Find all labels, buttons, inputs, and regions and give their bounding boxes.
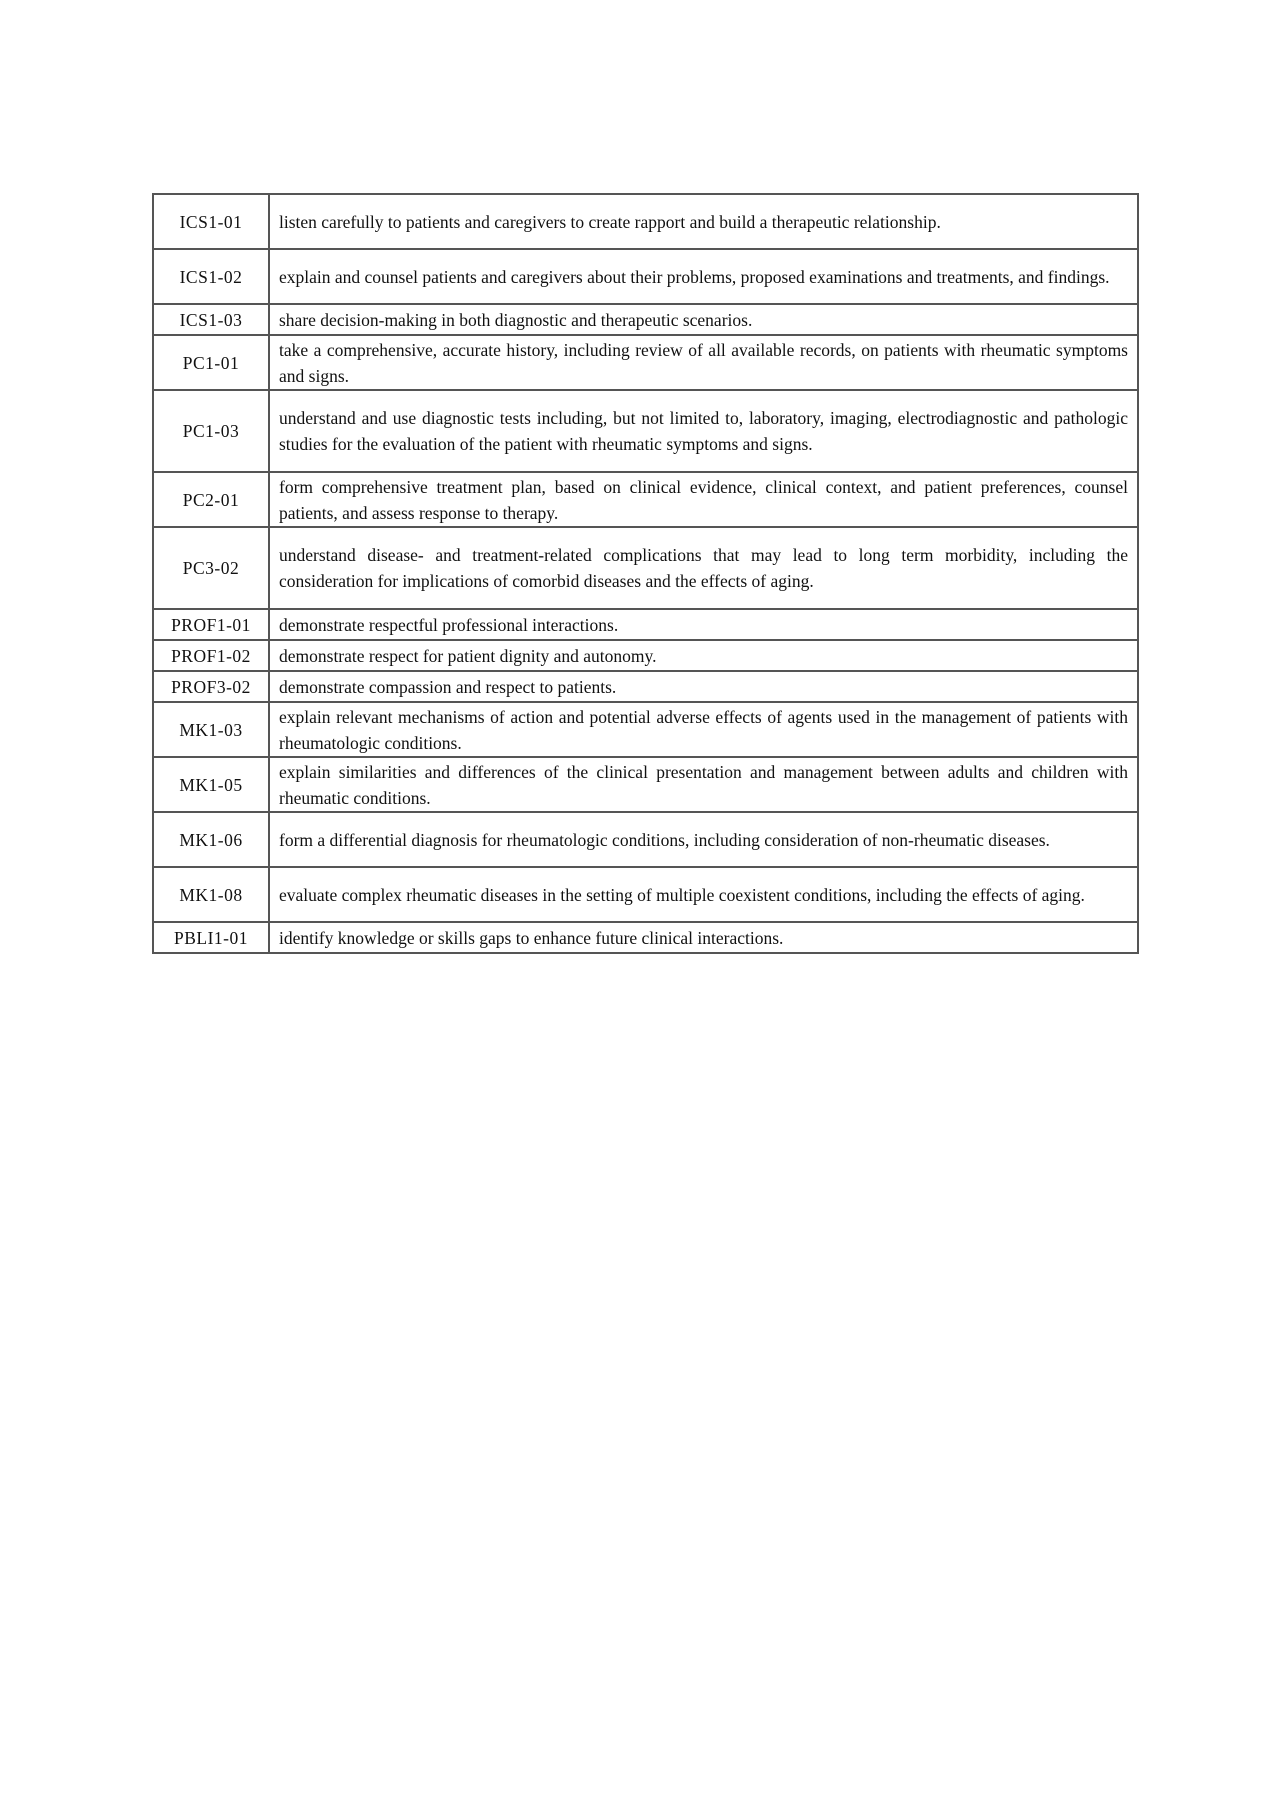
competency-code: PC2-01 (153, 472, 269, 527)
competency-description: listen carefully to patients and caregivers to create rapport and build a therapeutic relationship. (269, 194, 1138, 249)
table-row (153, 922, 1138, 953)
competency-description: form a differential diagnosis for rheumatologic conditions, including consideration of non-rheumatic diseases. (269, 812, 1138, 867)
table-row (153, 609, 1138, 640)
competency-code: ICS1-01 (153, 194, 269, 249)
table-row (153, 527, 1138, 609)
competency-code: PROF3-02 (153, 671, 269, 702)
competency-code: MK1-05 (153, 757, 269, 812)
table-row (153, 249, 1138, 304)
competency-description: explain and counsel patients and caregivers about their problems, proposed examinations and treatments, and findings. (269, 249, 1138, 304)
table-row (153, 640, 1138, 671)
table-row (153, 757, 1138, 812)
competency-code: PC3-02 (153, 527, 269, 609)
competency-description: identify knowledge or skills gaps to enhance future clinical interactions. (269, 922, 1138, 953)
table-row (153, 867, 1138, 922)
competency-description: explain relevant mechanisms of action and potential adverse effects of agents used in the management of patients with rheumatologic conditions. (269, 702, 1138, 757)
table-row (153, 335, 1138, 390)
table-row (153, 390, 1138, 472)
table-row (153, 671, 1138, 702)
competency-description: understand disease- and treatment-related complications that may lead to long term morbidity, including the consideration for implications of comorbid diseases and the effects of aging. (269, 527, 1138, 609)
table-row (153, 702, 1138, 757)
competency-code: MK1-03 (153, 702, 269, 757)
competency-description: take a comprehensive, accurate history, including review of all available records, on patients with rheumatic symptoms and signs. (269, 335, 1138, 390)
competency-description: explain similarities and differences of the clinical presentation and management between adults and children with rheumatic conditions. (269, 757, 1138, 812)
competency-code: MK1-06 (153, 812, 269, 867)
table-row (153, 812, 1138, 867)
competency-code: PBLI1-01 (153, 922, 269, 953)
competency-code: MK1-08 (153, 867, 269, 922)
competency-table (152, 193, 1139, 954)
competency-description: demonstrate respectful professional interactions. (269, 609, 1138, 640)
competency-code: ICS1-03 (153, 304, 269, 335)
competency-description: share decision-making in both diagnostic and therapeutic scenarios. (269, 304, 1138, 335)
competency-code: PROF1-01 (153, 609, 269, 640)
competency-code: PROF1-02 (153, 640, 269, 671)
competency-description: demonstrate respect for patient dignity and autonomy. (269, 640, 1138, 671)
competency-code: ICS1-02 (153, 249, 269, 304)
competency-description: form comprehensive treatment plan, based on clinical evidence, clinical context, and patient preferences, counsel patients, and assess response to therapy. (269, 472, 1138, 527)
competency-description: evaluate complex rheumatic diseases in the setting of multiple coexistent conditions, including the effects of aging. (269, 867, 1138, 922)
competency-description: demonstrate compassion and respect to patients. (269, 671, 1138, 702)
competency-description: understand and use diagnostic tests including, but not limited to, laboratory, imaging, electrodiagnostic and pathologic studies for the evaluation of the patient with rheumatic symptoms and signs. (269, 390, 1138, 472)
table-row (153, 472, 1138, 527)
table-row (153, 304, 1138, 335)
competency-code: PC1-03 (153, 390, 269, 472)
competency-code: PC1-01 (153, 335, 269, 390)
table-row (153, 194, 1138, 249)
